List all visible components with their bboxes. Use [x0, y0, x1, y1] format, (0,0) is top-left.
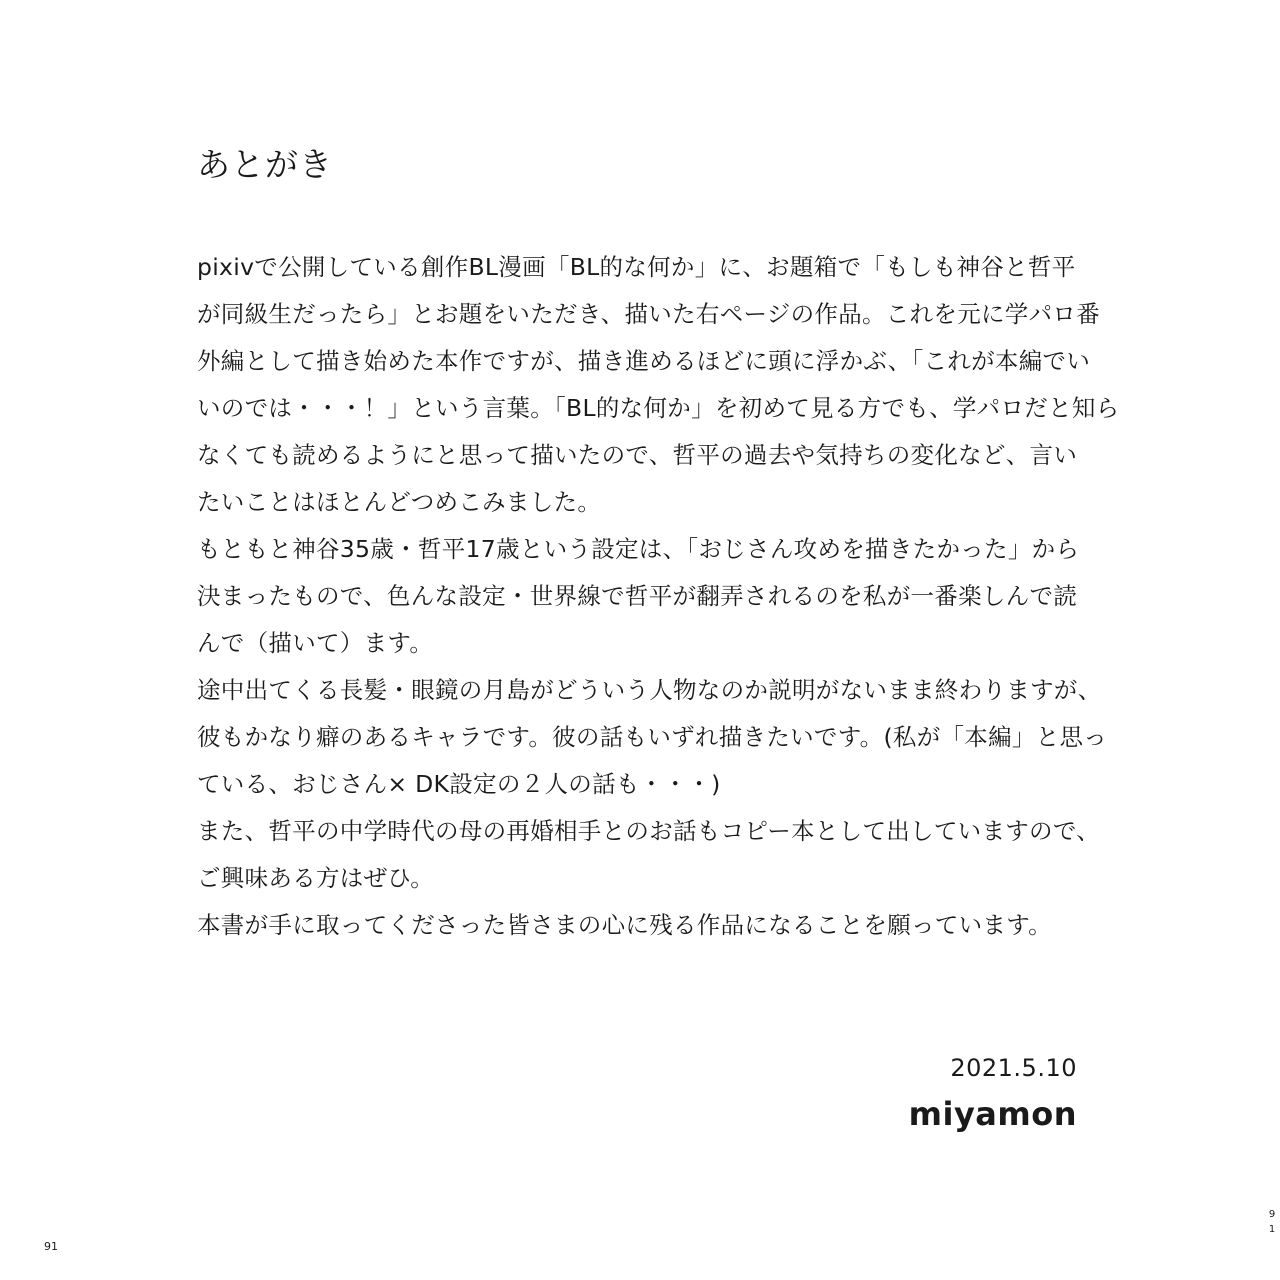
- author-name: miyamon: [908, 1095, 1077, 1133]
- date: 2021.5.10: [950, 1054, 1077, 1082]
- page-title: あとがき: [197, 145, 333, 184]
- body-line: 途中出てくる長髪・眼鏡の月島がどういう人物なのか説明がないまま終わりますが、: [197, 676, 1102, 704]
- body-line: いのでは・・・！」という言葉。「BL的な何か」を初めて見る方でも、学パロだと知ら: [197, 394, 1120, 422]
- body-line: 決まったもので、色んな設定・世界線で哲平が翻弄されるのを私が一番楽しんで読: [197, 582, 1078, 610]
- body-line: ご興味ある方はぜひ。: [197, 864, 435, 892]
- body-line: 本書が手に取ってくださった皆さまの心に残る作品になることを願っています。: [197, 911, 1052, 939]
- page-number-digit: 1: [1268, 1224, 1276, 1235]
- body-line: ている、おじさん× DK設定の２人の話も・・・): [197, 770, 721, 798]
- afterword-body: [197, 244, 1120, 949]
- body-line: たいことはほとんどつめこみました。: [197, 488, 602, 516]
- body-line: が同級生だったら」とお題をいただき、描いた右ページの作品。これを元に学パロ番: [197, 300, 1100, 328]
- page-number-left: 91: [44, 1240, 58, 1253]
- body-line: また、哲平の中学時代の母の再婚相手とのお話もコピー本として出していますので、: [197, 817, 1100, 845]
- body-line: なくても読めるようにと思って描いたので、哲平の過去や気持ちの変化など、言い: [197, 441, 1078, 469]
- page-number-digit: 9: [1268, 1209, 1276, 1220]
- body-line: んで（描いて）ます。: [197, 629, 434, 657]
- body-line: pixivで公開している創作BL漫画「BL的な何か」に、お題箱で「もしも神谷と哲平: [197, 253, 1076, 281]
- body-line: 外編として描き始めた本作ですが、描き進めるほどに頭に浮かぶ、「これが本編でい: [197, 347, 1091, 375]
- body-line: 彼もかなり癖のあるキャラです。彼の話もいずれ描きたいです。(私が「本編」と思っ: [197, 723, 1108, 751]
- page-number-right-vertical: [1267, 1207, 1277, 1237]
- body-line: もともと神谷35歳・哲平17歳という設定は、「おじさん攻めを描きたかった」から: [197, 535, 1080, 563]
